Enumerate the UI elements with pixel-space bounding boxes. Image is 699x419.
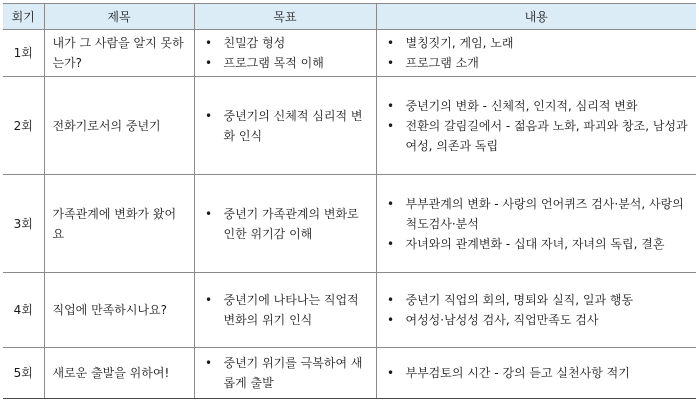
table-row bbox=[3, 30, 696, 77]
header-row bbox=[3, 4, 696, 30]
program-table bbox=[3, 3, 696, 399]
bullet-icon: • bbox=[386, 313, 395, 327]
list-item: • 부부검토의 시간 - 강의 듣고 실천사항 적기 bbox=[385, 363, 689, 383]
goal-cell bbox=[194, 273, 376, 348]
bullet-icon: • bbox=[386, 56, 395, 70]
bullet-icon: • bbox=[386, 196, 395, 211]
bullet-icon: • bbox=[204, 356, 213, 370]
bullet-icon: • bbox=[204, 206, 213, 221]
goal-cell bbox=[194, 348, 376, 399]
bullet-icon: • bbox=[386, 118, 395, 133]
bullet-icon: • bbox=[386, 366, 395, 380]
list-item: • 프로그램 목적 이해 bbox=[203, 53, 368, 73]
bullet-icon: • bbox=[386, 98, 395, 113]
content-cell bbox=[376, 175, 696, 273]
content-cell bbox=[376, 273, 696, 348]
bullet-icon: • bbox=[386, 236, 395, 251]
list-item: • 여성성·남성성 검사, 직업만족도 검사 bbox=[385, 310, 689, 330]
table-row bbox=[3, 77, 696, 175]
table-row bbox=[3, 273, 696, 348]
list-item: • 중년기 위기를 극복하여 새롭게 출발 bbox=[203, 353, 368, 393]
content-cell bbox=[376, 77, 696, 175]
session-cell: 3회 bbox=[3, 175, 44, 273]
goal-cell bbox=[194, 175, 376, 273]
title-cell: 전화기로서의 중년기 bbox=[44, 77, 194, 175]
bullet-icon: • bbox=[204, 36, 213, 50]
title-cell: 새로운 출발을 위하여! bbox=[44, 348, 194, 399]
list-item: • 자녀와의 관계변화 - 십대 자녀, 자녀의 독립, 결혼 bbox=[385, 234, 689, 254]
list-item: • 중년기의 변화 - 신체적, 인지적, 심리적 변화 bbox=[385, 96, 689, 116]
bullet-icon: • bbox=[204, 108, 213, 123]
header-goal: 목표 bbox=[194, 4, 376, 30]
header-content: 내용 bbox=[376, 4, 696, 30]
list-item: • 친밀감 형성 bbox=[203, 33, 368, 53]
bullet-icon: • bbox=[204, 293, 213, 307]
table-row bbox=[3, 175, 696, 273]
bullet-icon: • bbox=[386, 293, 395, 307]
content-cell bbox=[376, 30, 696, 77]
list-item: • 전환의 갈림길에서 - 젊음과 노화, 파괴와 창조, 남성과 여성, 의존과 독립 bbox=[385, 116, 689, 156]
session-cell: 2회 bbox=[3, 77, 44, 175]
program-table-frame bbox=[3, 3, 696, 414]
header-session: 회기 bbox=[3, 4, 44, 30]
list-item: • 중년기에 나타나는 직업적 변화의 위기 인식 bbox=[203, 290, 368, 330]
goal-cell bbox=[194, 77, 376, 175]
session-cell: 1회 bbox=[3, 30, 44, 77]
session-cell: 5회 bbox=[3, 348, 44, 399]
goal-cell bbox=[194, 30, 376, 77]
header-title: 제목 bbox=[44, 4, 194, 30]
session-cell: 4회 bbox=[3, 273, 44, 348]
list-item: • 중년기 가족관계의 변화로 인한 위기감 이해 bbox=[203, 204, 368, 244]
title-cell: 직업에 만족하시나요? bbox=[44, 273, 194, 348]
table-row bbox=[3, 348, 696, 399]
list-item: • 별칭짓기, 게임, 노래 bbox=[385, 33, 689, 53]
list-item: • 부부관계의 변화 - 사랑의 언어퀴즈 검사·분석, 사랑의 척도검사·분석 bbox=[385, 194, 689, 234]
bullet-icon: • bbox=[204, 56, 213, 70]
bullet-icon: • bbox=[386, 36, 395, 50]
list-item: • 프로그램 소개 bbox=[385, 53, 689, 73]
title-cell: 가족관계에 변화가 왔어요 bbox=[44, 175, 194, 273]
content-cell bbox=[376, 348, 696, 399]
list-item: • 중년기의 신체적 심리적 변화 인식 bbox=[203, 106, 368, 146]
list-item: • 중년기 직업의 회의, 명퇴와 실직, 일과 행동 bbox=[385, 290, 689, 310]
title-cell: 내가 그 사람을 알지 못하는가? bbox=[44, 30, 194, 77]
